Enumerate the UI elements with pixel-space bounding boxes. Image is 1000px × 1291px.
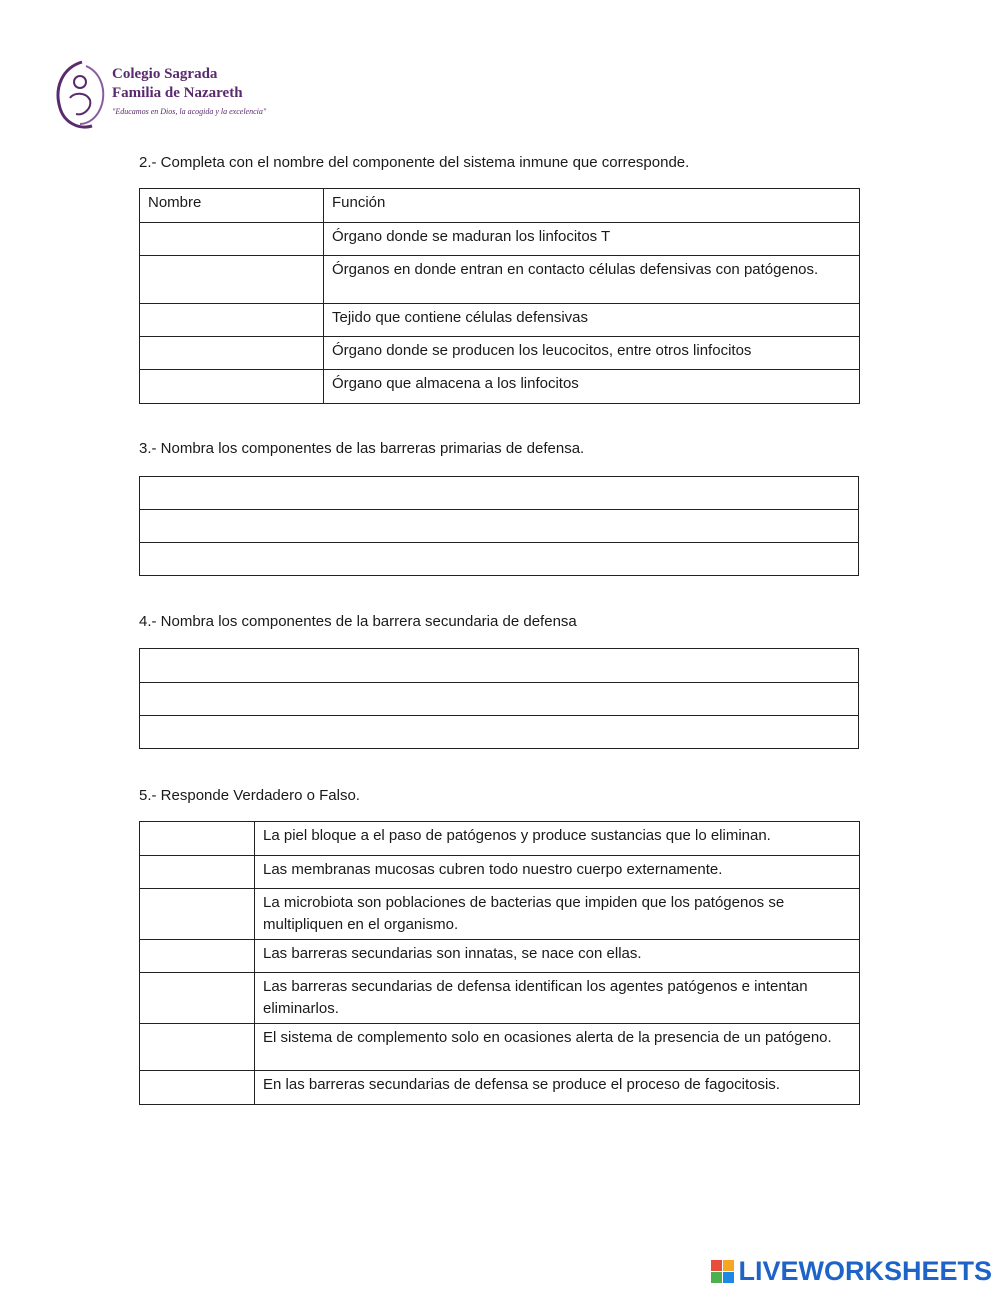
answer-cell[interactable]: [140, 256, 324, 304]
question-5-title: 5.- Responde Verdadero o Falso.: [139, 787, 360, 804]
answer-cell[interactable]: [140, 510, 859, 543]
school-logo: [52, 58, 282, 136]
answer-cell[interactable]: [140, 649, 859, 683]
function-cell: Tejido que contiene células defensivas: [324, 304, 860, 337]
question-4-title: 4.- Nombra los componentes de la barrera secundaria de defensa: [139, 613, 577, 630]
table-row: [140, 716, 859, 749]
school-name-line1: Colegio Sagrada: [112, 66, 218, 82]
statement-cell: Las barreras secundarias son innatas, se nace con ellas.: [255, 940, 860, 973]
column-header-name: Nombre: [140, 189, 324, 223]
answer-cell[interactable]: [140, 477, 859, 510]
function-cell: Órgano donde se maduran los linfocitos T: [324, 223, 860, 256]
table-row: [140, 889, 860, 940]
true-false-answer-cell[interactable]: [140, 940, 255, 973]
table-row: [140, 223, 860, 256]
table-row: [140, 856, 860, 889]
answer-cell[interactable]: [140, 683, 859, 716]
true-false-answer-cell[interactable]: [140, 822, 255, 856]
table-row: [140, 683, 859, 716]
table-row: [140, 510, 859, 543]
table-row: [140, 822, 860, 856]
true-false-answer-cell[interactable]: [140, 1024, 255, 1071]
true-false-answer-cell[interactable]: [140, 889, 255, 940]
question-2-table: [139, 188, 860, 404]
table-row: [140, 973, 860, 1024]
table-row: [140, 337, 860, 370]
answer-cell[interactable]: [140, 716, 859, 749]
question-5-table: [139, 821, 860, 1105]
true-false-answer-cell[interactable]: [140, 973, 255, 1024]
statement-cell: En las barreras secundarias de defensa se produce el proceso de fagocitosis.: [255, 1071, 860, 1105]
question-4-table: [139, 648, 859, 749]
table-header-row: [140, 189, 860, 223]
liveworksheets-brand: LIVEWORKSHEETS: [738, 1255, 992, 1286]
question-3-title: 3.- Nombra los componentes de las barreras primarias de defensa.: [139, 440, 585, 457]
school-name-line2: Familia de Nazareth: [112, 85, 243, 101]
statement-cell: El sistema de complemento solo en ocasiones alerta de la presencia de un patógeno.: [255, 1024, 860, 1071]
true-false-answer-cell[interactable]: [140, 1071, 255, 1105]
table-row: [140, 1071, 860, 1105]
table-row: [140, 940, 860, 973]
table-row: [140, 649, 859, 683]
answer-cell[interactable]: [140, 543, 859, 576]
table-row: [140, 304, 860, 337]
statement-cell: La microbiota son poblaciones de bacterias que impiden que los patógenos se multipliquen en el organismo.: [255, 889, 860, 940]
statement-cell: La piel bloque a el paso de patógenos y produce sustancias que lo eliminan.: [255, 822, 860, 856]
question-2-title: 2.- Completa con el nombre del componente del sistema inmune que corresponde.: [139, 154, 690, 171]
answer-cell[interactable]: [140, 223, 324, 256]
function-cell: Órgano donde se producen los leucocitos, entre otros linfocitos: [324, 337, 860, 370]
answer-cell[interactable]: [140, 304, 324, 337]
school-motto: "Educamos en Dios, la acogida y la excelencia": [112, 107, 267, 116]
school-emblem-icon: [52, 58, 110, 132]
table-row: [140, 543, 859, 576]
statement-cell: Las membranas mucosas cubren todo nuestro cuerpo externamente.: [255, 856, 860, 889]
question-3-table: [139, 476, 859, 576]
answer-cell[interactable]: [140, 337, 324, 370]
function-cell: Órganos en donde entran en contacto células defensivas con patógenos.: [324, 256, 860, 304]
table-row: [140, 256, 860, 304]
function-cell: Órgano que almacena a los linfocitos: [324, 370, 860, 404]
liveworksheets-logo-icon: [711, 1260, 734, 1283]
answer-cell[interactable]: [140, 370, 324, 404]
table-row: [140, 1024, 860, 1071]
statement-cell: Las barreras secundarias de defensa identifican los agentes patógenos e intentan eliminarlos.: [255, 973, 860, 1024]
true-false-answer-cell[interactable]: [140, 856, 255, 889]
table-row: [140, 370, 860, 404]
liveworksheets-footer[interactable]: [711, 1255, 992, 1287]
table-row: [140, 477, 859, 510]
column-header-function: Función: [324, 189, 860, 223]
